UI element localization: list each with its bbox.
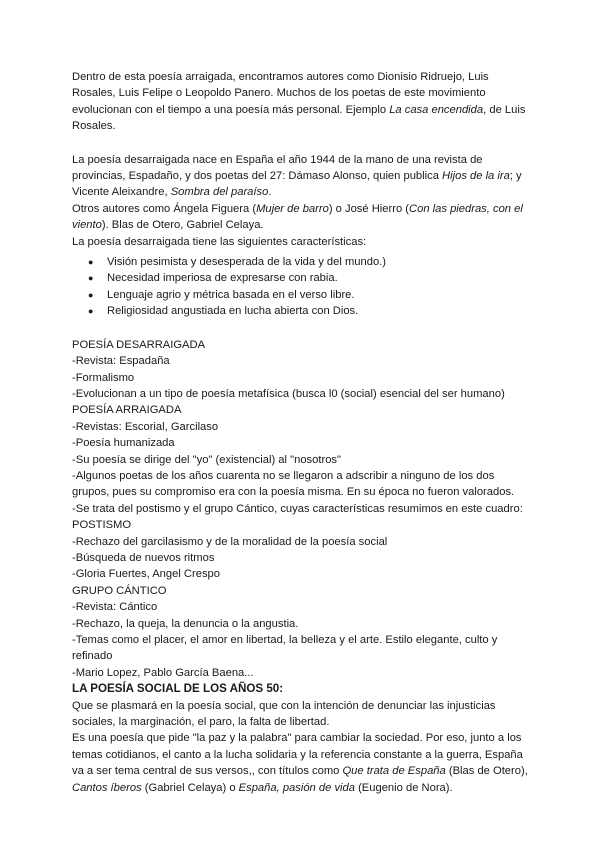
note-line: -Su poesía se dirige del "yo" (existencial) al "nosotros" (72, 453, 341, 466)
note-line: -Revistas: Escorial, Garcilaso (72, 420, 219, 433)
section-heading-postismo: POSTISMO (72, 519, 132, 532)
paragraph-poesia-arraigada: Dentro de esta poesía arraigada, encontramos autores como Dionisio Ridruejo, Luis Rosales, Luis Felipe o Leopoldo Panero. Muchos de los poetas de este movimiento evolucionan con el tiempo a una poesía más personal. Ejemplo La casa encendida, de Luis Rosales. (72, 71, 526, 133)
section-heading-arraigada: POESÍA ARRAIGADA (72, 404, 182, 417)
book-title: Mujer de barro (256, 202, 329, 215)
paragraph-poesia-desarraigada: La poesía desarraigada nace en España el año 1944 de la mano de una revista de provincias, Espadaño, y dos poetas del 27: Dámaso Alonso, quien publica Hijos de la ira; y Vicente Aleixandre, Sombra del paraíso. (72, 153, 522, 199)
book-title: Con las piedras, con el viento (72, 202, 523, 232)
note-line: -Poesía humanizada (72, 437, 175, 450)
note-line: -Temas como el placer, el amor en libertad, la belleza y el arte. Estilo elegante, culto y refinado (72, 634, 498, 663)
paragraph-otros-autores: Otros autores como Ángela Figuera (Mujer de barro) o José Hierro (Con las piedras, con el viento). Blas de Otero, Gabriel Celaya. (72, 202, 523, 232)
section-heading-poesia-social: LA POESÍA SOCIAL DE LOS AÑOS 50: (72, 682, 284, 696)
note-line: -Gloria Fuertes, Angel Crespo (72, 568, 220, 581)
book-title: La casa encendida (389, 103, 484, 116)
note-line: -Rechazo, la queja, la denuncia o la angustia. (72, 617, 299, 630)
document-body (72, 69, 532, 796)
characteristics-list (72, 254, 532, 320)
section-heading-cantico: GRUPO CÁNTICO (72, 584, 167, 597)
note-line: -Mario Lopez, Pablo García Baena... (72, 666, 254, 679)
note-line: -Se trata del postismo y el grupo Cántico, cuyas características resumimos en este cuadro: (72, 502, 523, 515)
book-title: Sombra del paraíso (170, 186, 269, 199)
paragraph-social-intro: Que se plasmará en la poesía social, que con la intención de denunciar las injusticias sociales, la marginación, el paro, la falta de libertad. (72, 699, 496, 729)
book-title: Cantos íberos (72, 781, 142, 794)
note-line: -Búsqueda de nuevos ritmos (72, 551, 215, 564)
note-line: -Rechazo del garcilasismo y de la moralidad de la poesía social (72, 535, 388, 548)
list-item: ● Lenguaje agrio y métrica basada en el verso libre. (72, 287, 532, 303)
book-title: España, pasión de vida (238, 781, 355, 794)
note-line: -Evolucionan a un tipo de poesía metafísica (busca l0 (social) esencial del ser humano) (72, 387, 505, 400)
note-line: -Algunos poetas de los años cuarenta no se llegaron a adscribir a ninguno de los dos grupos, pues su compromiso era con la poesía misma. En su época no fueron valorados. (72, 469, 515, 499)
paragraph-caracteristicas-intro: La poesía desarraigada tiene las siguientes características: (72, 235, 367, 248)
note-line: -Revista: Cántico (72, 601, 158, 614)
section-heading-desarraigada: POESÍA DESARRAIGADA (72, 338, 206, 351)
note-line: -Revista: Espadaña (72, 355, 170, 368)
list-item: ● Necesidad imperiosa de expresarse con rabia. (72, 270, 532, 286)
book-title: Hijos de la ira (442, 170, 510, 183)
list-item: ● Religiosidad angustiada en lucha abierta con Dios. (72, 303, 532, 319)
list-item: ● Visión pesimista y desesperada de la vida y del mundo.) (72, 254, 532, 270)
paragraph-social-detail: Es una poesía que pide "la paz y la palabra" para cambiar la sociedad. Por eso, junto a los temas cotidianos, el canto a la lucha solidaria y la referencia constante a la guerra, España va a ser tema central de sus versos,, con títulos como Que trata de España (Blas de Otero), Cantos íberos (Gabriel Celaya) o España, pasión de vida (Eugenio de Nora). (72, 732, 528, 794)
book-title: Que trata de España (342, 765, 446, 778)
note-line: -Formalismo (72, 371, 135, 384)
